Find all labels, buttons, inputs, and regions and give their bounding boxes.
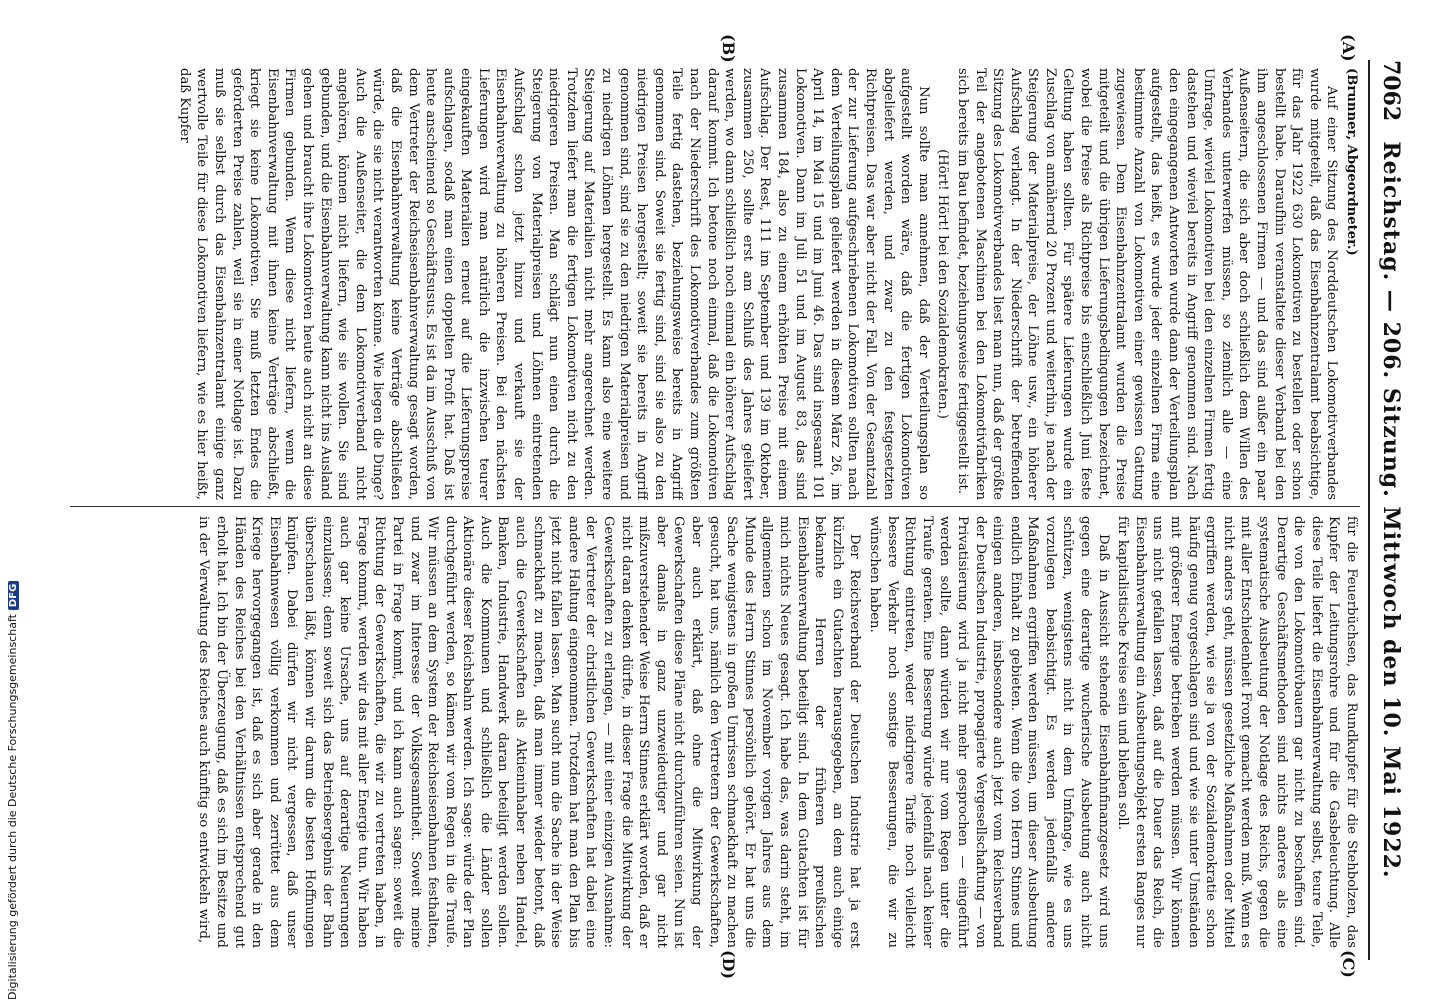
page-number: 7062 xyxy=(1378,60,1404,122)
right-column xyxy=(70,516,1360,948)
interjection: (Hört! Hört! bei den Sozialdemokraten.) xyxy=(935,149,951,419)
speaker-label: (Brunner, Abgeordneter.) xyxy=(1344,68,1359,256)
column-divider xyxy=(70,506,1360,507)
left-column xyxy=(70,68,1360,500)
page-title: Reichstag. — 206. Sitzung. Mittwoch den 10. Mai 1922. xyxy=(1378,141,1404,879)
digitization-credit xyxy=(6,580,19,1000)
header-rule xyxy=(1368,60,1370,960)
paragraph: Der Reichsverband der Deutschen Industrie hat ja erst kürzlich ein Gutachten herausgegeben, an dem auch einige bekannte Herren der früheren preußischen Eisenbahnverwaltung beteiligt sind. In dem Gutachten ist für mich nichts Neues gesagt. Ich habe das, was darin steht, im allgemeinen schon im November vorigen Jahres aus dem Munde des Herrn Stinnes persönlich gehört. Er hat uns die Sache wenigstens in großen Umrissen schmackhaft zu machen gesucht, hat uns, nämlich den Vertretern der Gewerkschaften, aber auch erklärt, daß ohne die Mitwirkung der Gewerkschaften diese Pläne nicht durchzuführen seien. Nun ist aber damals in ganz unzweideutiger und gar nicht mißzuverstehender Weise Herrn Stinnes erklärt worden, daß er nicht daran denken dürfte, in dieser Frage die Mitwirkung der Gewerkschaften zu erlangen, — mit einer einzigen Ausnahme: der Vertreter der christlichen Gewerkschaften hat dabei eine andere Haltung eingenommen. Trotzdem hat man den Plan bis jetzt nicht fallen lassen. Man sucht nun die Sache in der Weise schmackhaft zu machen, daß man immer wieder betont, daß auch die Gewerkschaften als Aktieninhaber neben Handel, Banken, Industrie, Handwerk daran beteiligt werden sollen. Auch die Kommunen und schließlich die Länder sollen Aktionäre dieser Reichsbahn werden. Ich sage: würde der Plan durchgeführt werden, so kämen wir vom Regen in die Traufe. Wir müssen an dem System der Reichseisenbahnen festhalten, und zwar im Interesse der Volksgesamtheit. Soweit meine Partei in Frage kommt, und ich kann auch sagen: soweit die Richtung der Gewerkschaften, die wir zu vertreten haben, in Frage kommt, werden wir das mit aller Energie tun. Wir haben auch gar keine Ursache, uns auf derartige Neuerungen einzulassen; denn soweit sich das Betriebsergebnis der Bahn überschauen läßt, können wir darum die besten Hoffnungen knüpfen. Dabei dürfen wir nicht vergessen, daß unser Eisenbahnwesen völlig verkommen und zerrüttet aus dem Kriege hervorgegangen ist, daß es sich aber gerade in den Händen des Reiches bei den Verhältnissen entsprechend gut erholt hat. Ich bin der Überzeugung, daß es sich im Besitze und in der Verwaltung des Reiches auch künftig so entwickeln wird, xyxy=(196,516,863,948)
paragraph: Auf einer Sitzung des Norddeutschen Lokomotivverbandes wurde mitgeteilt, daß das Eisenbahnzentralamt beabsichtige, für das Jahr 1922 630 Lokomotiven zu bestellen oder schon bestellt habe. Daraufhin veranstaltete dieser Verband bei den ihm angeschlossenen Firmen — und das sind außer ein paar Außenseitern, die sich aber doch schließlich dem Willen des Verbandes unterwerfen müssen, so ziemlich alle — eine Umfrage, wieviel Lokomotiven bei den einzelnen Firmen fertig dastehen und wieviel bereits in Angriff genommen sind. Nach den eingegangenen Antworten wurde dann der Verteilungsplan aufgestellt, das heißt, es wurde jeder einzelnen Firma eine bestimmte Anzahl von Lokomotiven einer gewissen Gattung zugewiesen. Dem Eisenbahnzentralamt wurden die Preise mitgeteilt und die übrigen Lieferungsbedingungen bezeichnet, wobei die Preise als Richtpreise bis einschließlich Juni feste Geltung haben sollten. Für spätere Lieferungen wurde ein Zuschlag von annähernd 20 Prozent und weiterhin, je nach der Steigerung der Materialpreise, der Löhne usw., ein höherer Aufschlag verlangt. In der Niederschrift der betreffenden Sitzung des Lokomotivverbandes liest man nun, daß der größte Teil der angebotenen Maschinen bei den Lokomotivfabriken sich bereits im Bau befindet, beziehungsweise fertiggestellt ist. xyxy=(954,68,1340,500)
rotated-page xyxy=(58,0,1434,1000)
credit-text: Digitalisierung gefördert durch die Deutsche Forschungsgemeinschaft xyxy=(6,614,19,1000)
margin-letter-d: (D) xyxy=(719,950,738,980)
margin-letter-b: (B) xyxy=(719,34,738,63)
margin-letter-c: (C) xyxy=(1339,950,1358,978)
paragraph: Nun sollte man annehmen, daß der Verteilungsplan so aufgestellt worden wäre, daß die fertigen Lokomotiven abgeliefert werden, und zwar zu den festgesetzten Richtpreisen. Das war aber nicht der Fall. Von der Gesamtzahl der zur Lieferung aufgeschriebenen Lokomotiven sollten nach dem Verteilungsplan geliefert werden in diesem März 26, im April 14, im Mai 15 und im Juni 46. Das sind insgesamt 101 Lokomotiven. Dann im Juli 51 und im August 83, das sind zusammen 184, also zu einem erhöhten Preise mit einem Aufschlag. Der Rest, 111 im September und 139 im Oktober, zusammen 250, sollte erst am Schluß des Jahres geliefert werden, wo dann schließlich noch einmal ein höherer Aufschlag darauf kommt. Ich betone noch einmal, daß die Lokomotiven nach der Niederschrift des Lokomotivverbandes zum größten Teile fertig dastehen, beziehungsweise bereits in Angriff genommen sind. Soweit sie fertig sind, sind sie also zu den niedrigen Preisen hergestellt; soweit sie bereits in Angriff genommen sind, sind sie zu den niedrigen Materialpreisen und zu niedrigen Löhnen hergestellt. Es kann also eine weitere Steigerung auf Materialien nicht mehr angerechnet werden. Trotzdem liefert man die fertigen Lokomotiven nicht zu den niedrigeren Preisen. Man schlägt nun einen durch die Steigerung von Materialpreisen und Löhnen eintretenden Aufschlag schon jetzt hinzu und verkauft sie der Eisenbahnverwaltung zu höheren Preisen. Bei den nächsten Lieferungen wird man natürlich die inzwischen teurer eingekauften Materialien erneut auf die Lieferungspreise aufschlagen, sodaß man einen doppelten Profit hat. Daß ist heute anscheinend so Geschäftsusus. Es ist da im Ausschuß von dem Vertreter der Reichseisenbahnverwaltung gesagt worden, daß die Eisenbahnverwaltung keine Verträge abschließen würde, die sie nicht verantworten könne. Wie liegen die Dinge? Auch die Außenseiter, die dem Lokomotivverband nicht angehören, können nicht liefern, wie sie wollen. Sie sind gebunden, und die Eisenbahnverwaltung kann nicht ins Ausland gehen und braucht ihre Lokomotiven heute auch nicht an diese Firmen gebunden. Wenn diese nicht liefern, wenn die Eisenbahnverwaltung mit ihnen keine Verträge abschließt, kriegt sie keine Lokomotiven. Sie muß letzten Endes die geforderten Preise zahlen, weil sie in einer Notlage ist. Dazu muß sie selbst durch das Eisenbahnzentralamt einige ganz wertvolle Teile für diese Lokomotiven liefern, wie es hier heißt, daß Kupfer xyxy=(176,68,931,500)
dfg-logo-icon: DFG xyxy=(8,581,19,610)
page-header xyxy=(1372,60,1408,960)
paragraph: Daß in Aussicht stehende Eisenbahnfinanzgesetz wird uns gegen eine derartige wucherische Ausbeutung auch nicht schützen, wenigstens nicht in dem Umfange, wie es uns vorzulegen beabsichtigt. Es werden jedenfalls andere Maßnahmen ergriffen werden müssen, um dieser Ausbeutung endlich Einhalt zu gebieten. Wenn die von Herrn Stinnes und einigen anderen, insbesondere auch jetzt vom Reichsverband der Deutschen Industrie, propagierte Vergesellschaftung — von Privatisierung wird ja nicht mehr gesprochen — eingeführt werden sollte, dann würden wir nur vom Regen unter die Traufe geraten. Eine Besserung würde jedenfalls nach keiner Richtung eintreten, weder niedrigere Tarife noch vielleicht bessere Verkehr noch sonstige Besserungen, die wir zu wünschen haben. xyxy=(866,516,1111,948)
margin-letter-a: (A) xyxy=(1339,34,1358,62)
paragraph: für die Feuerbüchsen, das Rundkupfer für die Stehbolzen, das Kupfer der Leitungsrohre und für die Gasbeleuchtung. Alle diese Teile liefert die Eisenbahnverwaltung selbst, teure Teile, die von den Lokomotivbauern gar nicht zu beschaffen sind. Derartige Geschäftsmethoden sind nichts anderes als eine systematische Ausbeutung der Notlage des Reichs, gegen die mit aller Entschiedenheit Front gemacht werden muß. Wenn es nicht anders geht, müssen gesetzliche Maßnahmen oder Mittel ergriffen werden, wie sie ja von der Sozialdemokratie schon häufig genug vorgeschlagen sind und wie sie unter Umständen mit größerer Energie betrieben werden müssen. Wir können uns nicht gefallen lassen, daß auf die Dauer das Reich, die Eisenbahnverwaltung ein Ausbeutungsobjekt ersten Ranges nur für kapitalistische Kreise sein und bleiben soll. xyxy=(1115,516,1359,948)
